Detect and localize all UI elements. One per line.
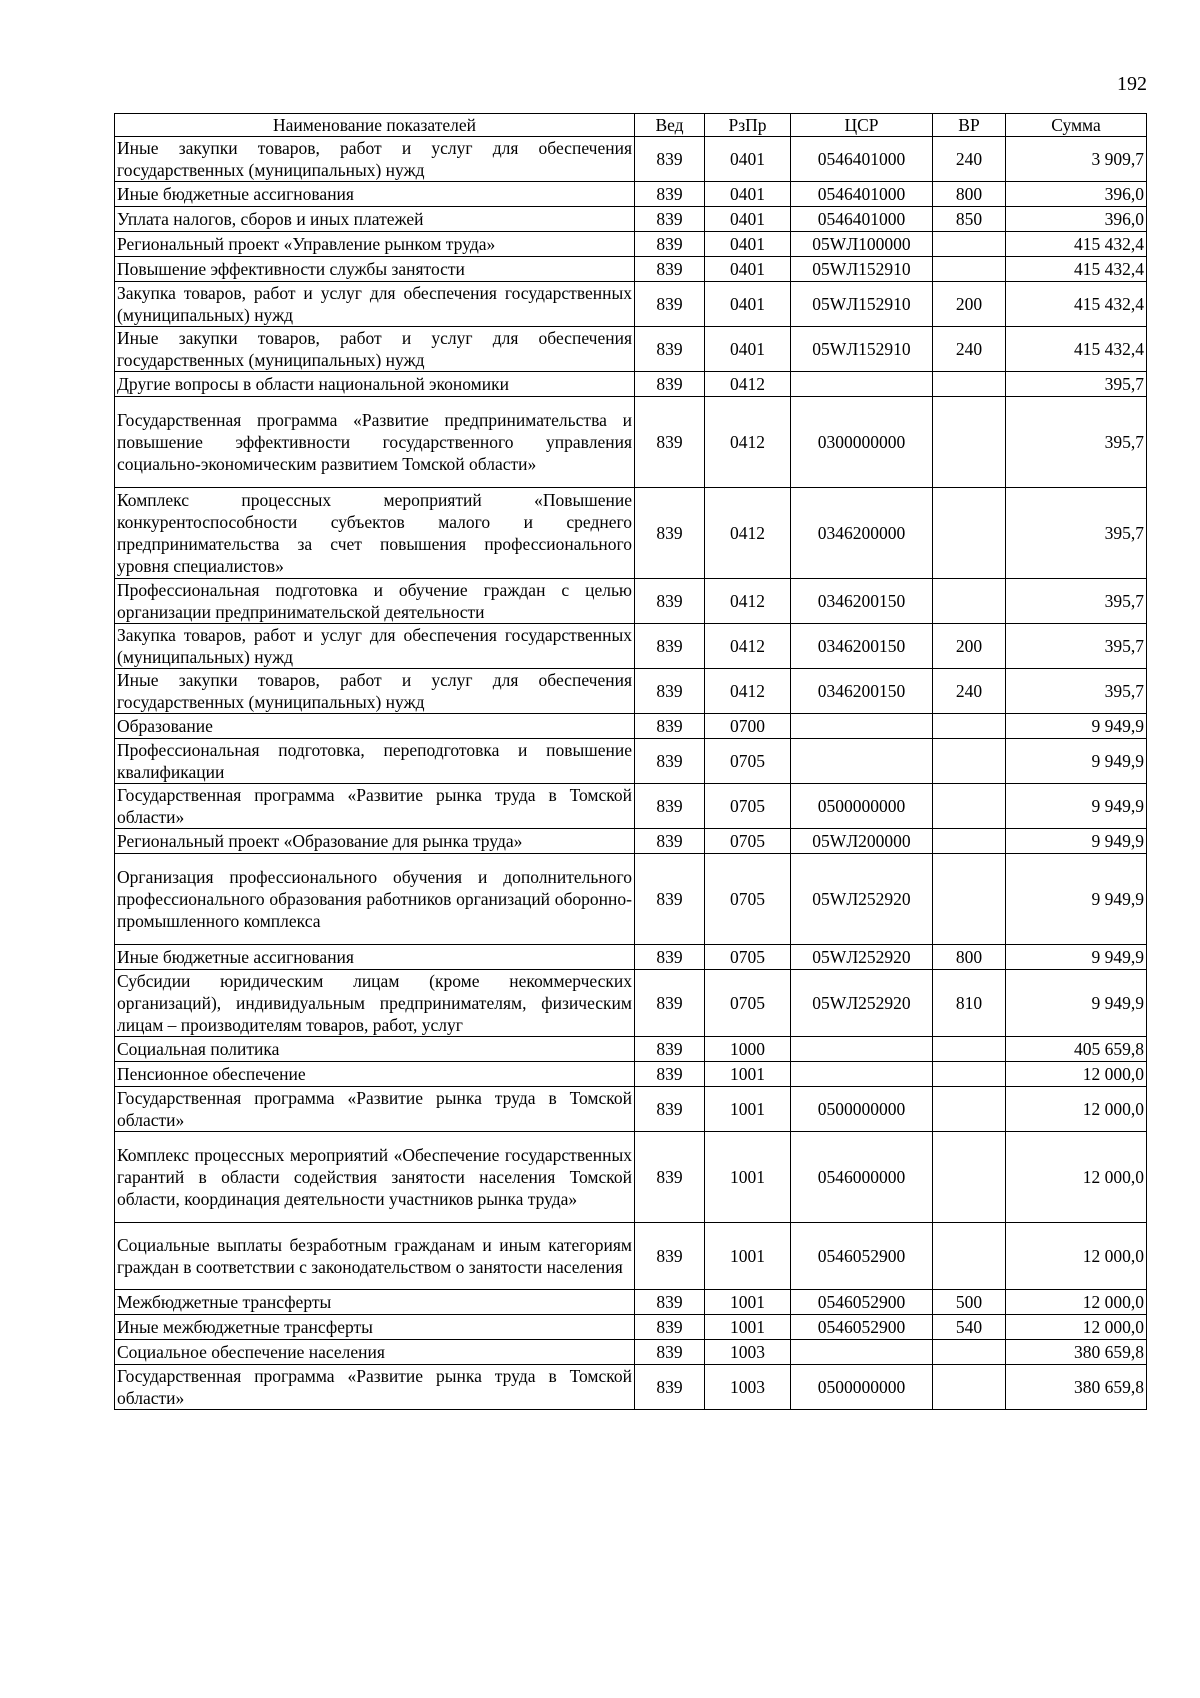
row-ved: 839 [635,137,705,182]
row-name: Государственная программа «Развитие рынка труда в Томской области» [115,1365,635,1410]
row-sum: 12 000,0 [1006,1223,1147,1290]
row-ved: 839 [635,1132,705,1223]
row-sum: 415 432,4 [1006,232,1147,257]
row-ved: 839 [635,1315,705,1340]
row-vr: 500 [933,1290,1006,1315]
row-sum: 395,7 [1006,669,1147,714]
row-vr: 240 [933,327,1006,372]
row-ved: 839 [635,829,705,854]
row-vr: 850 [933,207,1006,232]
row-vr [933,1365,1006,1410]
table-row [115,182,1147,207]
row-vr: 800 [933,945,1006,970]
row-name: Иные закупки товаров, работ и услуг для обеспечения государственных (муниципальных) нужд [115,327,635,372]
page-number: 192 [1117,73,1147,95]
row-sum: 395,7 [1006,372,1147,397]
row-csr: 05WЛ252920 [791,854,933,945]
row-vr [933,1340,1006,1365]
row-name: Социальная политика [115,1037,635,1062]
row-name: Профессиональная подготовка и обучение граждан с целью организации предпринимательской деятельности [115,579,635,624]
table-row [115,829,1147,854]
row-sum: 415 432,4 [1006,282,1147,327]
row-sum: 9 949,9 [1006,739,1147,784]
row-ved: 839 [635,854,705,945]
row-csr: 0546401000 [791,137,933,182]
table-row [115,714,1147,739]
row-csr [791,1037,933,1062]
table-body [115,137,1147,1410]
row-vr: 240 [933,137,1006,182]
row-ved: 839 [635,257,705,282]
table-row [115,1132,1147,1223]
row-ved: 839 [635,1290,705,1315]
row-ved: 839 [635,182,705,207]
row-vr: 810 [933,970,1006,1037]
row-sum: 395,7 [1006,624,1147,669]
row-rzpr: 0705 [705,854,791,945]
table-row [115,257,1147,282]
row-vr [933,739,1006,784]
row-csr: 05WЛ252920 [791,970,933,1037]
row-rzpr: 1003 [705,1365,791,1410]
row-csr: 0546052900 [791,1290,933,1315]
row-name: Иные межбюджетные трансферты [115,1315,635,1340]
row-name: Межбюджетные трансферты [115,1290,635,1315]
row-sum: 12 000,0 [1006,1290,1147,1315]
row-csr: 0546052900 [791,1315,933,1340]
row-csr: 05WЛ100000 [791,232,933,257]
row-csr [791,372,933,397]
row-rzpr: 0412 [705,624,791,669]
row-rzpr: 0401 [705,327,791,372]
row-sum: 9 949,9 [1006,784,1147,829]
row-rzpr: 0412 [705,372,791,397]
table-row [115,669,1147,714]
table-row [115,1340,1147,1365]
row-rzpr: 1001 [705,1087,791,1132]
table-row [115,970,1147,1037]
row-sum: 9 949,9 [1006,714,1147,739]
table-row [115,397,1147,488]
row-csr: 0346200150 [791,624,933,669]
row-name: Государственная программа «Развитие рынка труда в Томской области» [115,1087,635,1132]
row-csr [791,714,933,739]
row-name: Комплекс процессных мероприятий «Повышение конкурентоспособности субъектов малого и среднего предпринимательства за счет повышения профессионального уровня специалистов» [115,488,635,579]
row-rzpr: 1001 [705,1315,791,1340]
row-rzpr: 1001 [705,1290,791,1315]
table-row [115,1315,1147,1340]
row-name: Иные бюджетные ассигнования [115,945,635,970]
row-csr: 0300000000 [791,397,933,488]
row-name: Закупка товаров, работ и услуг для обеспечения государственных (муниципальных) нужд [115,624,635,669]
row-csr: 0546401000 [791,182,933,207]
row-sum: 9 949,9 [1006,854,1147,945]
table-row [115,624,1147,669]
row-sum: 9 949,9 [1006,829,1147,854]
row-sum: 415 432,4 [1006,327,1147,372]
row-name: Образование [115,714,635,739]
row-vr [933,1087,1006,1132]
row-ved: 839 [635,232,705,257]
row-csr: 0500000000 [791,1365,933,1410]
row-csr: 05WЛ252920 [791,945,933,970]
table-row [115,372,1147,397]
row-sum: 395,7 [1006,488,1147,579]
table-row [115,282,1147,327]
row-ved: 839 [635,372,705,397]
row-rzpr: 0700 [705,714,791,739]
row-ved: 839 [635,970,705,1037]
header-vr: ВР [933,114,1006,137]
table-row [115,1365,1147,1410]
row-name: Другие вопросы в области национальной экономики [115,372,635,397]
row-vr [933,1223,1006,1290]
table-row [115,579,1147,624]
header-name: Наименование показателей [115,114,635,137]
row-sum: 396,0 [1006,207,1147,232]
row-name: Профессиональная подготовка, переподготовка и повышение квалификации [115,739,635,784]
row-rzpr: 0401 [705,232,791,257]
table-row [115,137,1147,182]
header-ved: Вед [635,114,705,137]
table-row [115,207,1147,232]
row-name: Государственная программа «Развитие рынка труда в Томской области» [115,784,635,829]
row-ved: 839 [635,739,705,784]
row-csr: 0346200150 [791,669,933,714]
row-ved: 839 [635,282,705,327]
row-name: Государственная программа «Развитие предпринимательства и повышение эффективности государственного управления социально-экономическим развитием Томской области» [115,397,635,488]
row-name: Пенсионное обеспечение [115,1062,635,1087]
row-vr: 240 [933,669,1006,714]
header-csr: ЦСР [791,114,933,137]
row-vr [933,397,1006,488]
row-ved: 839 [635,397,705,488]
row-vr [933,1132,1006,1223]
row-csr: 0346200150 [791,579,933,624]
row-csr [791,739,933,784]
row-vr [933,579,1006,624]
row-ved: 839 [635,207,705,232]
row-rzpr: 0401 [705,207,791,232]
row-rzpr: 0401 [705,282,791,327]
table-row [115,1037,1147,1062]
row-sum: 395,7 [1006,579,1147,624]
row-rzpr: 1001 [705,1062,791,1087]
row-name: Повышение эффективности службы занятости [115,257,635,282]
row-vr: 200 [933,624,1006,669]
row-ved: 839 [635,784,705,829]
row-name: Социальные выплаты безработным гражданам и иным категориям граждан в соответствии с законодательством о занятости населения [115,1223,635,1290]
row-rzpr: 1001 [705,1223,791,1290]
table-row [115,739,1147,784]
header-rzpr: РзПр [705,114,791,137]
row-rzpr: 0705 [705,829,791,854]
row-ved: 839 [635,1062,705,1087]
row-ved: 839 [635,579,705,624]
table-row [115,488,1147,579]
row-csr: 05WЛ152910 [791,282,933,327]
row-rzpr: 1000 [705,1037,791,1062]
row-name: Комплекс процессных мероприятий «Обеспечение государственных гарантий в области содействия занятости населения Томской области, координация деятельности участников рынка труда» [115,1132,635,1223]
row-ved: 839 [635,714,705,739]
row-sum: 380 659,8 [1006,1340,1147,1365]
row-name: Региональный проект «Образование для рынка труда» [115,829,635,854]
row-rzpr: 0401 [705,257,791,282]
row-csr: 0546000000 [791,1132,933,1223]
row-rzpr: 0412 [705,669,791,714]
row-rzpr: 0412 [705,579,791,624]
row-csr: 0500000000 [791,1087,933,1132]
row-vr: 800 [933,182,1006,207]
row-csr: 05WЛ152910 [791,257,933,282]
row-rzpr: 1003 [705,1340,791,1365]
row-ved: 839 [635,1365,705,1410]
row-sum: 415 432,4 [1006,257,1147,282]
row-ved: 839 [635,945,705,970]
row-ved: 839 [635,624,705,669]
table-row [115,327,1147,372]
row-sum: 9 949,9 [1006,970,1147,1037]
row-vr [933,372,1006,397]
row-vr [933,232,1006,257]
row-name: Иные закупки товаров, работ и услуг для обеспечения государственных (муниципальных) нужд [115,137,635,182]
table-row [115,1062,1147,1087]
row-csr: 05WЛ152910 [791,327,933,372]
row-vr [933,1037,1006,1062]
table-row [115,854,1147,945]
row-ved: 839 [635,1340,705,1365]
row-rzpr: 1001 [705,1132,791,1223]
row-ved: 839 [635,1087,705,1132]
row-vr: 200 [933,282,1006,327]
table-row [115,945,1147,970]
table-header-row [115,114,1147,137]
row-name: Организация профессионального обучения и дополнительного профессионального образования работников организаций оборонно-промышленного комплекса [115,854,635,945]
table-row [115,1087,1147,1132]
row-vr [933,854,1006,945]
row-name: Уплата налогов, сборов и иных платежей [115,207,635,232]
table-row [115,1223,1147,1290]
row-rzpr: 0401 [705,182,791,207]
row-name: Иные закупки товаров, работ и услуг для обеспечения государственных (муниципальных) нужд [115,669,635,714]
row-rzpr: 0401 [705,137,791,182]
row-sum: 3 909,7 [1006,137,1147,182]
row-vr [933,829,1006,854]
row-csr: 05WЛ200000 [791,829,933,854]
row-ved: 839 [635,669,705,714]
row-csr: 0346200000 [791,488,933,579]
row-csr: 0546401000 [791,207,933,232]
row-sum: 405 659,8 [1006,1037,1147,1062]
budget-table [114,113,1147,1410]
row-csr: 0546052900 [791,1223,933,1290]
row-name: Иные бюджетные ассигнования [115,182,635,207]
row-rzpr: 0412 [705,488,791,579]
row-name: Субсидии юридическим лицам (кроме некоммерческих организаций), индивидуальным предпринимателям, физическим лицам – производителям товаров, работ, услуг [115,970,635,1037]
row-csr [791,1340,933,1365]
row-vr [933,257,1006,282]
table-row [115,1290,1147,1315]
row-vr [933,488,1006,579]
row-rzpr: 0705 [705,784,791,829]
header-sum: Сумма [1006,114,1147,137]
row-vr [933,784,1006,829]
row-sum: 396,0 [1006,182,1147,207]
row-vr [933,714,1006,739]
row-vr: 540 [933,1315,1006,1340]
row-rzpr: 0705 [705,739,791,784]
row-csr: 0500000000 [791,784,933,829]
row-sum: 12 000,0 [1006,1062,1147,1087]
row-rzpr: 0705 [705,970,791,1037]
row-rzpr: 0705 [705,945,791,970]
row-ved: 839 [635,488,705,579]
row-ved: 839 [635,1037,705,1062]
row-sum: 395,7 [1006,397,1147,488]
row-ved: 839 [635,1223,705,1290]
row-name: Закупка товаров, работ и услуг для обеспечения государственных (муниципальных) нужд [115,282,635,327]
row-sum: 380 659,8 [1006,1365,1147,1410]
row-name: Социальное обеспечение населения [115,1340,635,1365]
row-rzpr: 0412 [705,397,791,488]
row-sum: 9 949,9 [1006,945,1147,970]
row-vr [933,1062,1006,1087]
row-ved: 839 [635,327,705,372]
row-sum: 12 000,0 [1006,1315,1147,1340]
row-csr [791,1062,933,1087]
row-sum: 12 000,0 [1006,1087,1147,1132]
table-row [115,232,1147,257]
table-row [115,784,1147,829]
row-name: Региональный проект «Управление рынком труда» [115,232,635,257]
row-sum: 12 000,0 [1006,1132,1147,1223]
